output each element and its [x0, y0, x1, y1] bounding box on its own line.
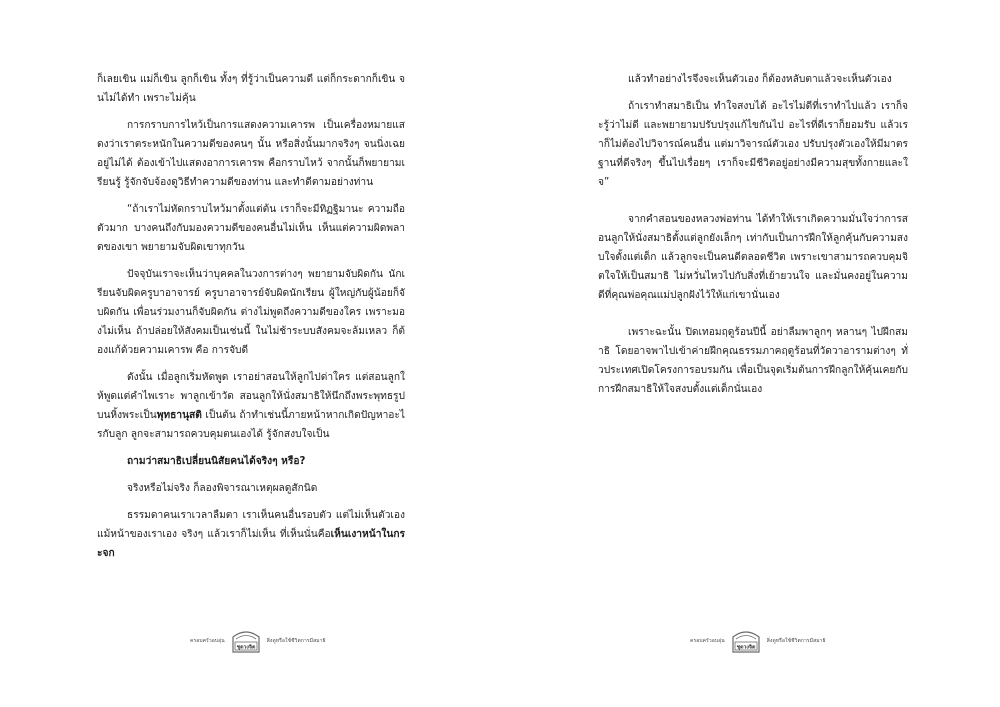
paragraph-text: ดังนั้น เมื่อลูกเริ่มหัดพูด เราอย่าสอนให้ลูกไปด่าใคร แต่สอนลูกให้พูดแต่คำไพเราะ พาลูกเข้าวัด สอนลูกให้นั่งสมาธิให้นึกถึงพระพุทธรูปบนหิ้งพระเป็น	[97, 372, 405, 421]
left-page-text	[97, 70, 405, 571]
footer-logo-text: ชุดวงจิต	[736, 644, 756, 651]
paragraph: ก็เลยเขิน แม่ก็เขิน ลูกก็เขิน ทั้งๆ ที่รู้ว่าเป็นความดี แต่ก็กระดากก็เขิน จนไม่ได้ทำ เพราะไม่คุ้น	[97, 74, 405, 104]
paragraph: แล้วทำอย่างไรจึงจะเห็นตัวเอง ก็ต้องหลับตาแล้วจะเห็นตัวเอง	[628, 74, 892, 85]
book-emblem-icon	[731, 628, 761, 654]
page-footer	[690, 628, 826, 654]
book-emblem-icon	[231, 628, 261, 654]
paragraph	[97, 506, 405, 563]
paragraph: จริงหรือไม่จริง ก็ลองพิจารณาเหตุผลดูสักนิด	[127, 483, 318, 494]
paragraph-text: ธรรมดาคนเราเวลาลืมตา เราเห็นคนอื่นรอบตัว แต่ไม่เห็นตัวเอง แม้หน้าของเราเอง จริงๆ แล้วเราก็ไม่เห็น ที่เห็นนั่นคือ	[97, 510, 405, 540]
right-page	[500, 0, 1000, 707]
paragraph-text: เป็นต้น ถ้าทำเช่นนี้ภายหน้าหากเกิดปัญหาอะไรกับลูก ลูกจะสามารถควบคุมตนเองได้ รู้จักสงบใจเป็น	[97, 410, 405, 440]
footer-logo-text: ชุดวงจิต	[236, 644, 256, 651]
footer-left-caption: ครอบครัวอบอุ่น	[690, 638, 725, 644]
paragraph: ปัจจุบันเราจะเห็นว่าบุคคลในวงการต่างๆ พยายามจับผิดกัน นักเรียนจับผิดครูบาอาจารย์ ครูบาอาจารย์จับผิดนักเรียน ผู้ใหญ่กับผู้น้อยก็จับผิดกัน เพื่อนร่วมงานก็จับผิดกัน ต่างไม่พูดถึงความดีของใคร เพราะมองไม่เห็น ถ้าปล่อยให้สังคมเป็นเช่นนี้ ในไม่ช้าระบบสังคมจะล้มเหลว ก็ต้องแก้ด้วยความเคารพ คือ การจับดี	[97, 269, 405, 356]
paragraph: จากคำสอนของหลวงพ่อท่าน ได้ทำให้เราเกิดความมั่นใจว่าการสอนลูกให้นั่งสมาธิตั้งแต่ลูกยังเล็กๆ เท่ากับเป็นการฝึกให้ลูกคุ้นกับความสงบใจตั้งแต่เด็ก แล้วลูกจะเป็นคนดีตลอดชีวิต เพราะเขาสามารถควบคุมจิตใจให้เป็นสมาธิ ไม่หวั่นไหวไปกับสิ่งที่เย้ายวนใจ และมั่นคงอยู่ในความดีที่คุณพ่อคุณแม่ปลูกฝังไว้ให้แก่เขานั่นเอง	[598, 214, 908, 301]
section-heading	[97, 452, 405, 471]
paragraph: เพราะฉะนั้น ปิดเทอมฤดูร้อนปีนี้ อย่าลืมพาลูกๆ หลานๆ ไปฝึกสมาธิ โดยอาจพาไปเข้าค่ายฝึกคุณธรรมภาคฤดูร้อนที่วัดวาอารามต่างๆ ทั่วประเทศเปิดโครงการอบรมกัน เพื่อเป็นจุดเริ่มต้นการฝึกลูกให้คุ้นเคยกับการฝึกสมาธิให้ใจสงบตั้งแต่เด็กนั่นเอง	[598, 327, 908, 395]
paragraph	[97, 368, 405, 444]
footer-left-caption: ครอบครัวอบอุ่น	[190, 638, 225, 644]
page-footer	[190, 628, 326, 654]
bold-term: เห็นเงาหน้าในกระจก	[97, 529, 405, 559]
paragraph: “ถ้าเราไม่หัดกราบไหว้มาตั้งแต่ต้น เราก็จะมีทิฏฐิมานะ ความถือตัวมาก บางคนถึงกับมองความดีของคนอื่นไม่เห็น เห็นแต่ความผิดพลาดของเขา พยายามจับผิดเขาทุกวัน	[97, 204, 405, 253]
paragraph: การกราบการไหว้เป็นการแสดงความเคารพ เป็นเครื่องหมายแสดงว่าเราตระหนักในความดีของคนๆ นั้น หรือสิ่งนั้นมากจริงๆ จนนิ่งเฉยอยู่ไม่ได้ ต้องเข้าไปแสดงอาการเคารพ คือกราบไหว้ จากนั้นก็พยายามเรียนรู้ รู้จักจับจ้องดูวิธีทำความดีของท่าน และทำดีตามอย่างท่าน	[97, 120, 405, 188]
right-page-text	[598, 70, 908, 407]
section-heading-text: ถามว่าสมาธิเปลี่ยนนิสัยคนได้จริงๆ หรือ?	[127, 456, 306, 467]
footer-right-caption: สิ่งดูหรือใช้ชีวิตการมีสมาธิ	[766, 638, 826, 644]
footer-right-caption: สิ่งดูหรือใช้ชีวิตการมีสมาธิ	[266, 638, 326, 644]
bold-term: พุทธานุสติ	[156, 410, 202, 421]
paragraph: ถ้าเราทำสมาธิเป็น ทำใจสงบได้ อะไรไม่ดีที่เราทำไปแล้ว เราก็จะรู้ว่าไม่ดี และพยายามปรับปรุงแก้ไขกันไป อะไรที่ดีเราก็ยอมรับ แล้วเราก็ไม่ต้องไปวิจารณ์คนอื่น แต่มาวิจารณ์ตัวเอง ปรับปรุงตัวเองให้มีมาตรฐานที่ดีจริงๆ ขึ้นไปเรื่อยๆ เราก็จะมีชีวิตอยู่อย่างมีความสุขทั้งกายและใจ”	[598, 101, 908, 188]
